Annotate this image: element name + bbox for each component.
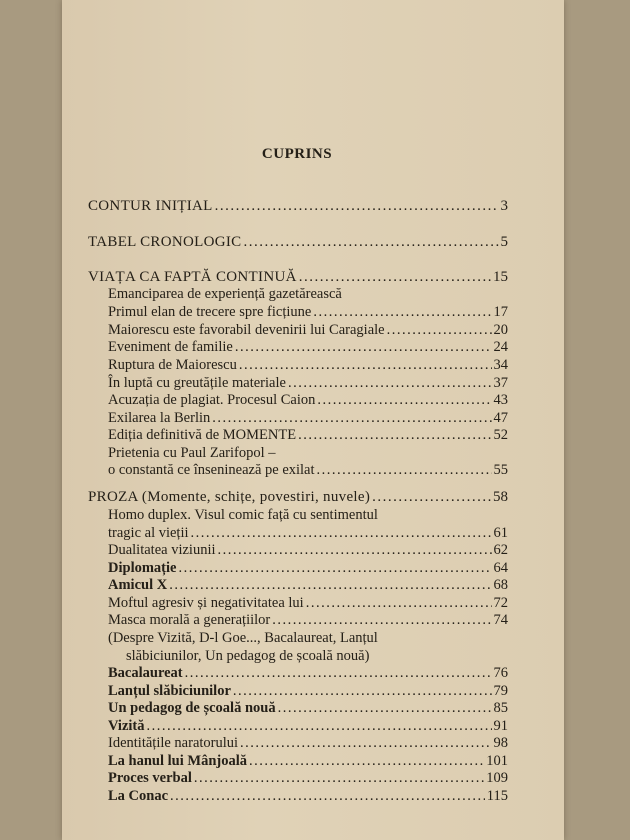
toc-entry <box>62 524 564 542</box>
entry-title: Ruptura de Maiorescu <box>108 357 237 373</box>
entry-page: 72 <box>493 595 508 611</box>
entry-page: 17 <box>493 304 508 320</box>
entry-page: 91 <box>493 718 508 734</box>
toc-entry <box>62 426 564 444</box>
entry-title: Identitățile naratorului <box>108 735 239 751</box>
entry-title: Ediția definitivă de MOMENTE <box>108 427 297 443</box>
entry-title: VIAȚA CA FAPTĂ CONTINUĂ <box>88 269 297 285</box>
toc-entry <box>62 682 564 700</box>
entry-title: Dualitatea viziunii <box>108 542 216 558</box>
entry-title: Maiorescu este favorabil devenirii lui Caragiale <box>108 322 385 338</box>
toc-entry <box>62 356 564 374</box>
toc-entry <box>62 321 564 339</box>
entry-page: 79 <box>493 683 508 699</box>
entry-page: 52 <box>493 427 508 443</box>
entry-title: TABEL CRONOLOGIC <box>88 234 242 250</box>
toc-entry-text: Prietenia cu Paul Zarifopol – <box>108 445 276 461</box>
entry-page: 98 <box>493 735 508 751</box>
entry-page: 74 <box>493 612 508 628</box>
entry-page: 34 <box>493 357 508 373</box>
entry-title: Lanțul slăbiciunilor <box>108 683 231 699</box>
entry-page: 62 <box>493 542 508 558</box>
toc-entry <box>62 233 564 251</box>
toc-entry <box>62 787 564 805</box>
entry-page: 15 <box>493 269 508 285</box>
entry-title: Masca morală a generațiilor <box>108 612 271 628</box>
toc-entry <box>62 268 564 286</box>
entry-title: Moftul agresiv și negativitatea lui <box>108 595 304 611</box>
entry-title: Vizită <box>108 718 145 734</box>
entry-title: În luptă cu greutățile materiale <box>108 375 286 391</box>
entry-page: 37 <box>493 375 508 391</box>
toc-entry <box>62 769 564 787</box>
entry-title: Un pedagog de școală nouă <box>108 700 276 716</box>
entry-title: La Conac <box>108 788 169 804</box>
toc-entry <box>62 303 564 321</box>
entry-page: 109 <box>486 770 508 786</box>
toc-entry-text: Homo duplex. Visul comic față cu sentimentul <box>108 507 378 523</box>
book-page <box>62 0 564 840</box>
page-title: CUPRINS <box>261 146 333 162</box>
entry-title: La hanul lui Mânjoală <box>108 753 247 769</box>
entry-page: 115 <box>486 788 508 804</box>
entry-title: Primul elan de trecere spre ficțiune <box>108 304 312 320</box>
entry-title: Diplomație <box>108 560 177 576</box>
entry-page: 76 <box>493 665 508 681</box>
toc-entry-text: slăbiciunilor, Un pedagog de școală nouă) <box>126 648 370 664</box>
entry-page: 24 <box>493 339 508 355</box>
entry-page: 68 <box>493 577 508 593</box>
entry-title: Amicul X <box>108 577 168 593</box>
entry-page: 61 <box>493 525 508 541</box>
entry-page: 3 <box>500 198 508 214</box>
entry-page: 5 <box>500 234 508 250</box>
toc-entry-text: (Despre Vizită, D-l Goe..., Bacalaureat, Lanțul <box>108 630 378 646</box>
toc-entry <box>62 541 564 559</box>
toc-entry <box>62 461 564 479</box>
toc-entry <box>62 734 564 752</box>
entry-title: CONTUR INIȚIAL <box>88 198 213 214</box>
entry-page: 101 <box>486 753 508 769</box>
entry-title: Eveniment de familie <box>108 339 233 355</box>
entry-title: o constantă ce înseninează pe exilat <box>108 462 315 478</box>
toc-entry <box>62 699 564 717</box>
toc-entry <box>62 664 564 682</box>
entry-page: 55 <box>493 462 508 478</box>
entry-title: tragic al vieții <box>108 525 189 541</box>
entry-page: 47 <box>493 410 508 426</box>
toc-entry <box>62 611 564 629</box>
toc-entry <box>62 197 564 215</box>
toc-entry <box>62 717 564 735</box>
toc-entry <box>62 391 564 409</box>
entry-title: Proces verbal <box>108 770 192 786</box>
toc-entry <box>62 576 564 594</box>
toc-entry <box>62 338 564 356</box>
entry-page: 43 <box>493 392 508 408</box>
entry-page: 85 <box>493 700 508 716</box>
toc-entry <box>62 594 564 612</box>
entry-title: Exilarea la Berlin <box>108 410 211 426</box>
toc-entry <box>62 488 564 506</box>
entry-title: Acuzația de plagiat. Procesul Caion <box>108 392 316 408</box>
entry-page: 58 <box>493 489 508 505</box>
entry-page: 64 <box>493 560 508 576</box>
toc-entry <box>62 409 564 427</box>
toc-entry <box>62 374 564 392</box>
toc-entry <box>62 559 564 577</box>
entry-title: PROZA (Momente, schițe, povestiri, nuvele) <box>88 489 371 505</box>
toc-entry-text: Emanciparea de experiență gazetărească <box>108 286 342 302</box>
entry-page: 20 <box>493 322 508 338</box>
toc-entry <box>62 752 564 770</box>
entry-title: Bacalaureat <box>108 665 183 681</box>
